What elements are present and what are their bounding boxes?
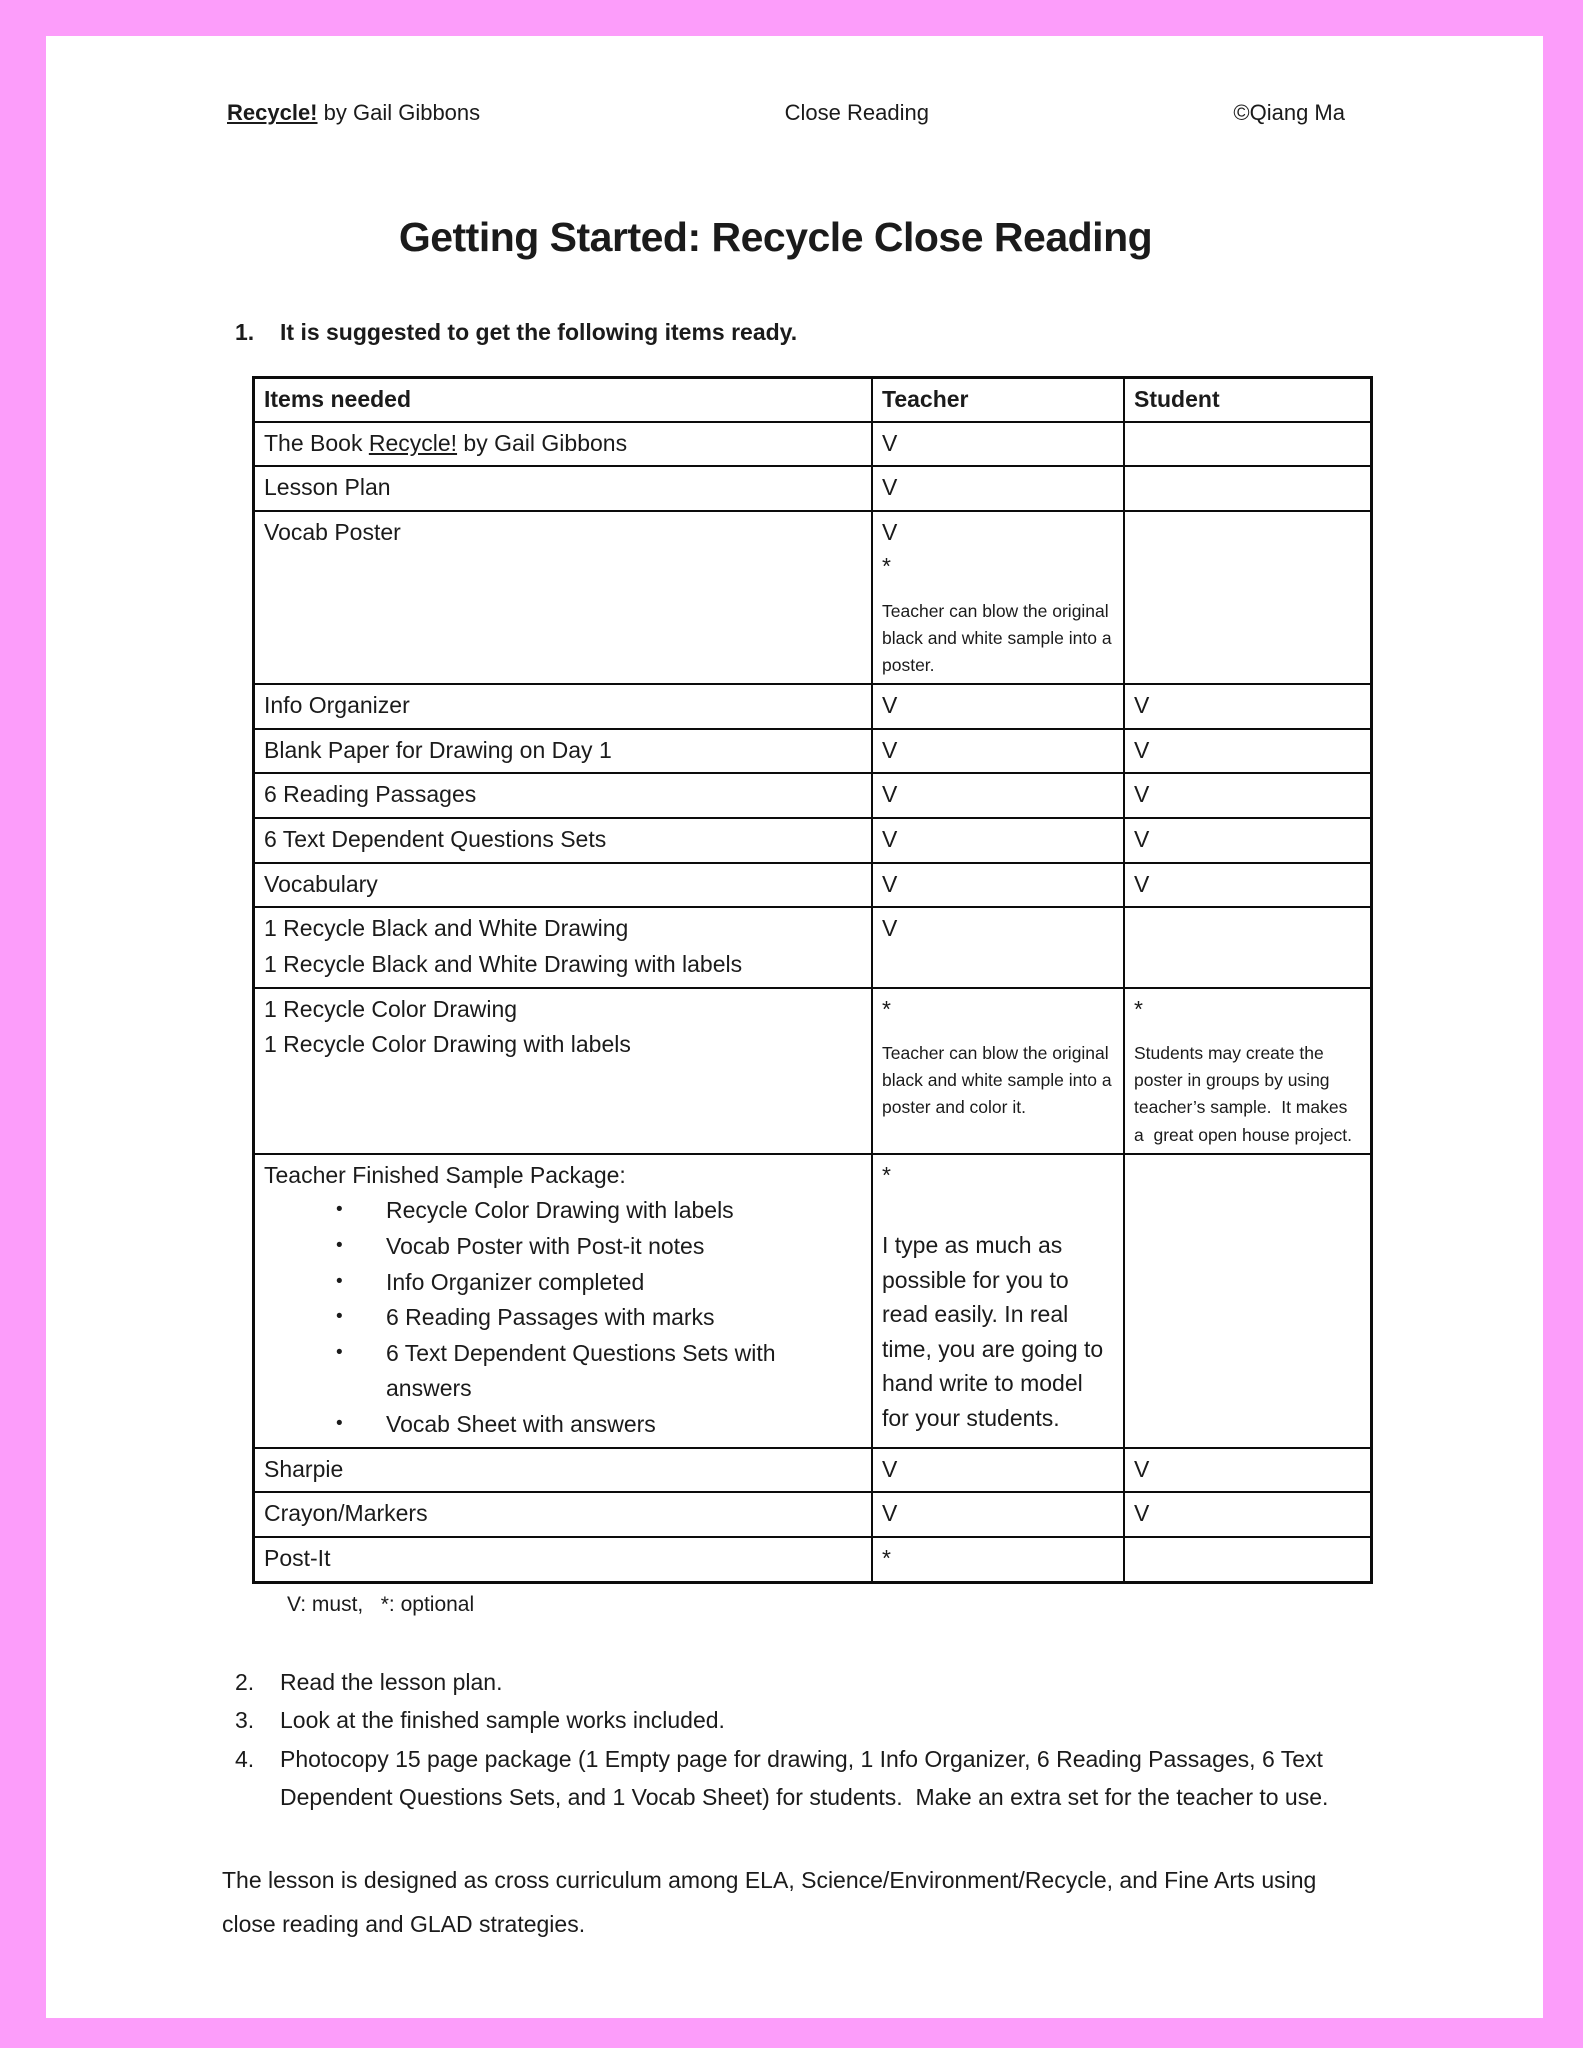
bullet-item	[336, 1300, 862, 1336]
student-cell	[1124, 1537, 1372, 1582]
item-line: Blank Paper for Drawing on Day 1	[264, 736, 612, 763]
item-cell	[254, 773, 873, 818]
teacher-cell	[872, 511, 1124, 684]
teacher-cell	[872, 1448, 1124, 1493]
table-row	[254, 773, 1372, 818]
teacher-cell	[872, 1154, 1124, 1448]
check-mark: V	[1134, 826, 1150, 853]
item-line: 1 Recycle Black and White Drawing with labels	[264, 951, 743, 977]
cell-note: Teacher can blow the original black and white sample into a poster and color it.	[882, 1043, 1117, 1118]
check-mark: V	[882, 736, 898, 763]
check-mark: V	[882, 826, 898, 853]
asterisk-mark: *	[882, 553, 891, 580]
item-cell	[254, 1448, 873, 1493]
teacher-cell	[872, 818, 1124, 863]
check-mark: V	[882, 474, 898, 501]
item-line: 1 Recycle Color Drawing with labels	[264, 1031, 631, 1058]
page-header	[227, 100, 1345, 126]
bullet-text: 6 Text Dependent Questions Sets with answers	[386, 1339, 782, 1402]
bullet-icon: •	[336, 1270, 343, 1292]
student-cell	[1124, 422, 1372, 467]
page-title: Getting Started: Recycle Close Reading	[398, 214, 1153, 260]
item-line: Vocabulary	[264, 870, 378, 897]
bullet-text: Recycle Color Drawing with labels	[386, 1197, 734, 1224]
table-row	[254, 511, 1372, 684]
item-cell	[254, 684, 873, 729]
check-mark: V	[882, 781, 898, 808]
bullet-item	[336, 1407, 862, 1443]
teacher-cell	[872, 863, 1124, 908]
item-line: Post-It	[264, 1545, 331, 1572]
item-line: The Book Recycle! by Gail Gibbons	[264, 429, 628, 456]
check-mark: V	[882, 429, 898, 456]
check-mark: V	[882, 1455, 898, 1482]
bullet-item	[336, 1229, 862, 1265]
teacher-cell	[872, 466, 1124, 511]
asterisk-mark: *	[882, 1545, 891, 1572]
item-line: Lesson Plan	[264, 474, 391, 501]
item-cell	[254, 1537, 873, 1582]
check-mark: V	[1134, 1500, 1150, 1527]
item-line: 6 Reading Passages	[264, 781, 477, 808]
bullet-text: Info Organizer completed	[386, 1268, 645, 1295]
book-author: by Gail Gibbons	[317, 100, 481, 125]
student-cell	[1124, 988, 1372, 1154]
teacher-cell	[872, 422, 1124, 467]
cell-note: Teacher can blow the original black and white sample into a poster.	[882, 600, 1117, 676]
item-cell	[254, 863, 873, 908]
item-line: Crayon/Markers	[264, 1500, 428, 1527]
header-left	[227, 100, 480, 126]
step-4	[235, 1740, 1543, 1817]
student-cell	[1124, 1154, 1372, 1448]
bullet-icon: •	[336, 1306, 343, 1328]
item-cell	[254, 1492, 873, 1537]
item-cell	[254, 511, 873, 684]
asterisk-mark: *	[882, 995, 891, 1022]
column-header-student: Student	[1124, 378, 1372, 422]
table-row	[254, 729, 1372, 774]
cell-note: I type as much as possible for you to read easily. In real time, you are going to hand write to model for your students.	[882, 1232, 1110, 1431]
item-line: Info Organizer	[264, 692, 410, 719]
item-cell	[254, 907, 873, 987]
teacher-cell	[872, 907, 1124, 987]
student-cell	[1124, 729, 1372, 774]
table-row	[254, 907, 1372, 987]
teacher-cell	[872, 773, 1124, 818]
item-cell	[254, 988, 873, 1154]
check-mark: V	[882, 692, 898, 719]
item-line: Teacher Finished Sample Package:	[264, 1161, 626, 1188]
student-cell	[1124, 1448, 1372, 1493]
student-cell	[1124, 466, 1372, 511]
worksheet-page	[46, 36, 1543, 2018]
check-mark: V	[1134, 692, 1150, 719]
table-row	[254, 1492, 1372, 1537]
bullet-icon: •	[336, 1199, 343, 1221]
items-needed-table	[252, 376, 1373, 1584]
item-cell	[254, 466, 873, 511]
student-cell	[1124, 773, 1372, 818]
item-cell	[254, 1154, 873, 1448]
bullet-icon: •	[336, 1341, 343, 1363]
teacher-cell	[872, 988, 1124, 1154]
student-cell	[1124, 511, 1372, 684]
check-mark: V	[882, 870, 898, 897]
table-row	[254, 466, 1372, 511]
step-2	[235, 1663, 1543, 1701]
step-3	[235, 1701, 1543, 1739]
bullet-text: Vocab Poster with Post-it notes	[386, 1232, 705, 1259]
underlined-text: Recycle!	[368, 429, 458, 456]
bullet-item	[336, 1336, 862, 1407]
step-3-text: Look at the finished sample works included.	[280, 1707, 725, 1734]
table-row	[254, 818, 1372, 863]
book-title: Recycle!	[227, 100, 318, 125]
step-3-number: 3.	[235, 1707, 255, 1734]
student-cell	[1124, 863, 1372, 908]
step-2-text: Read the lesson plan.	[280, 1668, 503, 1695]
step-2-number: 2.	[235, 1668, 255, 1695]
asterisk-mark: *	[1134, 995, 1143, 1022]
check-mark: V	[882, 1500, 898, 1527]
table-header-row	[254, 378, 1372, 422]
bullet-text: Vocab Sheet with answers	[386, 1411, 656, 1438]
table-row	[254, 988, 1372, 1154]
table-row	[254, 863, 1372, 908]
student-cell	[1124, 1492, 1372, 1537]
check-mark: V	[882, 915, 898, 942]
cell-note: Students may create the poster in groups by using teacher’s sample. It makes a great open house project.	[1134, 1043, 1353, 1145]
table-row	[254, 422, 1372, 467]
student-cell	[1124, 818, 1372, 863]
item-line: 6 Text Dependent Questions Sets	[264, 826, 607, 853]
table-row	[254, 684, 1372, 729]
check-mark: V	[1134, 870, 1150, 897]
bullet-text: 6 Reading Passages with marks	[386, 1304, 715, 1331]
bullet-icon: •	[336, 1413, 343, 1435]
teacher-cell	[872, 1537, 1124, 1582]
table-row	[254, 1537, 1372, 1582]
step-4-text: Photocopy 15 page package (1 Empty page for drawing, 1 Info Organizer, 6 Reading Passages, 6 Text Dependent Questions Sets, and 1 Vocab Sheet) for students. Make an extra set for the teacher to use.	[280, 1745, 1330, 1810]
teacher-cell	[872, 684, 1124, 729]
closing-paragraph: The lesson is designed as cross curriculum among ELA, Science/Environment/Recycle, and Fine Arts using close reading and GLAD strategies.	[222, 1867, 1323, 1938]
student-cell	[1124, 684, 1372, 729]
item-cell	[254, 729, 873, 774]
bullet-icon: •	[336, 1234, 343, 1256]
bullet-item	[336, 1265, 862, 1301]
table-row	[254, 1448, 1372, 1493]
check-mark: V	[882, 518, 898, 545]
item-cell	[254, 818, 873, 863]
item-line: 1 Recycle Color Drawing	[264, 995, 518, 1022]
check-mark: V	[1134, 736, 1150, 763]
item-line: 1 Recycle Black and White Drawing	[264, 915, 629, 942]
column-header-teacher: Teacher	[872, 378, 1124, 422]
header-center: Close Reading	[784, 100, 929, 125]
asterisk-mark: *	[882, 1161, 891, 1188]
item-cell	[254, 422, 873, 467]
student-cell	[1124, 907, 1372, 987]
column-header-items: Items needed	[254, 378, 873, 422]
step-1-text: It is suggested to get the following items ready.	[280, 319, 798, 345]
teacher-cell	[872, 1492, 1124, 1537]
bullet-item	[336, 1193, 862, 1229]
check-mark: V	[1134, 781, 1150, 808]
check-mark: V	[1134, 1455, 1150, 1482]
item-line: Vocab Poster	[264, 518, 401, 545]
table-legend: V: must, *: optional	[287, 1592, 475, 1616]
item-line: Sharpie	[264, 1455, 344, 1482]
items-table-body	[254, 422, 1372, 1583]
header-right-copyright: ©Qiang Ma	[1233, 100, 1345, 125]
step-1-number: 1.	[235, 319, 255, 345]
step-1	[235, 319, 1543, 346]
step-4-number: 4.	[235, 1745, 255, 1772]
teacher-cell	[872, 729, 1124, 774]
table-row	[254, 1154, 1372, 1448]
steps-list	[235, 1663, 1543, 1817]
